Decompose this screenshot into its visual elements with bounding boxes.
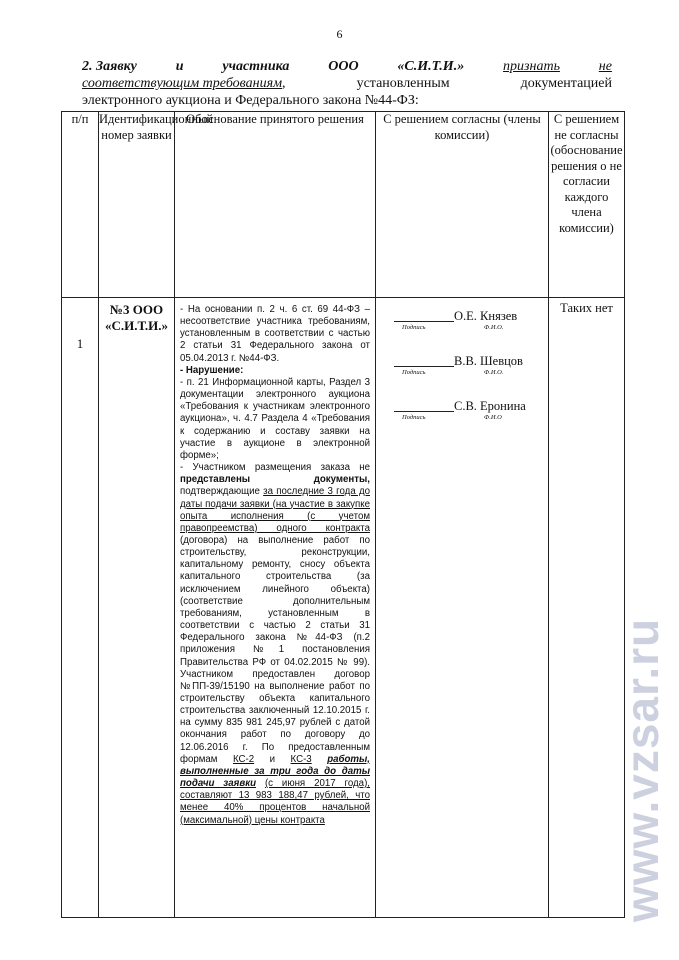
watermark-text: www.vzsar.ru bbox=[616, 617, 668, 923]
heading-word: ООО bbox=[328, 59, 359, 74]
decision-table bbox=[61, 111, 625, 918]
signature-line bbox=[394, 366, 454, 367]
reason-paragraph: - п. 21 Информационной карты, Раздел 3 документации электронного аукциона «Требования к участникам электронного аукциона», ч. 4.7 Раздела 4 «Требования к содержанию и составу заявки на участие в аукционе в электронной форме»; bbox=[180, 376, 370, 461]
heading-line-3: электронного аукциона и Федерального закона №44-ФЗ: bbox=[82, 93, 419, 108]
name-caption: Ф.И.О. bbox=[484, 369, 504, 376]
member-name: О.Е. Князев bbox=[454, 309, 518, 323]
heading-word: и bbox=[175, 59, 184, 74]
name-caption: Ф.И.О. bbox=[484, 324, 504, 331]
heading-word: документацией bbox=[520, 76, 612, 91]
header-num: п/п bbox=[62, 112, 99, 298]
page-number: 6 bbox=[336, 27, 343, 41]
reason-underlined: за последние 3 года до даты подачи заявки (на участие в закупке опыта исполнения (с учетом правопреемства) одного контракта bbox=[180, 486, 370, 534]
signature-line bbox=[394, 411, 454, 412]
reason-paragraph bbox=[180, 462, 370, 827]
header-app-id: Идентификационный номер заявки bbox=[99, 112, 175, 298]
heading-word: установленным bbox=[356, 76, 450, 91]
row-num: 1 bbox=[62, 298, 99, 918]
reason-bold: представлены документы, bbox=[180, 474, 370, 486]
member-name: В.В. Шевцов bbox=[454, 354, 523, 368]
table-row bbox=[62, 298, 625, 918]
name-caption: Ф.И.О bbox=[484, 414, 502, 421]
signature-block bbox=[376, 388, 548, 433]
signature-caption: Подпись bbox=[402, 324, 426, 331]
reason-text: подтверждающие bbox=[180, 486, 260, 498]
heading-underlined: соответствующим требованиям bbox=[82, 76, 283, 91]
heading-word: участника bbox=[222, 59, 290, 74]
member-name: С.В. Еронина bbox=[454, 399, 526, 413]
reason-paragraph: - На основании п. 2 ч. 6 ст. 69 44-ФЗ – несоответствие участника требованиям, установленным в соответствии с частью 2 статьи 31 Федерального закона от 05.04.2013 г. №44-ФЗ. bbox=[180, 304, 370, 364]
row-agree-members bbox=[376, 298, 549, 918]
signature-line bbox=[394, 321, 454, 322]
reason-underlined: КС-3 bbox=[290, 753, 312, 765]
signature-caption: Подпись bbox=[402, 414, 426, 421]
reason-underlined: КС-2 bbox=[232, 753, 255, 765]
signature-block bbox=[376, 298, 548, 343]
signature-block bbox=[376, 343, 548, 388]
heading-line-1 bbox=[82, 58, 612, 75]
reason-violation-label bbox=[180, 365, 370, 377]
header-disagree: С решением не согласны (обоснование решения о не согласии каждого члена комиссии) bbox=[549, 112, 625, 298]
reason-text: и bbox=[269, 753, 276, 765]
table-header-row bbox=[62, 112, 625, 298]
reason-underlined: (с июня 2017 года), составляют 13 983 188,47 рублей, что менее 40% процентов начальной (максимальной) цены контракта bbox=[180, 778, 370, 826]
header-agree: С решением согласны (члены комиссии) bbox=[376, 112, 549, 298]
row-disagree: Таких нет bbox=[549, 298, 625, 918]
reason-text: (договора) на выполнение работ по строительству, реконструкции, капитальному ремонту, сносу объекта капитального строительства (за исключением линейного объекта) (соответствие дополнительным требованиям, установленным в соответствии с частью 2 статьи 31 Федерального закона №44-ФЗ (п.2 приложения №1 постановления Правительства РФ от 04.02.2015 № 99). Участником предоставлен договор №ПП-39/15190 на выполнение работ по строительству объекта капитального строительства заключенный 12.10.2015 г. на сумму 835 981 245,97 рублей с датой окончания работ по договору до 12.06.2016 г. По предоставленным формам bbox=[180, 534, 370, 765]
heading-word: «С.И.Т.И.» bbox=[397, 59, 465, 74]
heading-word: не bbox=[598, 59, 612, 74]
section-heading bbox=[82, 58, 612, 109]
heading-word: признать bbox=[503, 59, 560, 74]
heading-line-2 bbox=[82, 75, 612, 92]
heading-word: 2. Заявку bbox=[82, 59, 137, 74]
reason-bold-underlined: работы, выполненные за три года до даты подачи заявки bbox=[180, 753, 371, 790]
row-app-id: №3 ООО «С.И.Т.И.» bbox=[99, 298, 175, 918]
reason-bold: - Нарушение: bbox=[180, 364, 244, 376]
reason-text: - Участником размещения заказа не bbox=[180, 462, 370, 474]
heading-requirements: соответствующим требованиям, bbox=[82, 76, 286, 91]
header-reason: Обоснование принятого решения bbox=[175, 112, 376, 298]
watermark bbox=[617, 595, 667, 945]
row-reason bbox=[175, 298, 376, 918]
signature-caption: Подпись bbox=[402, 369, 426, 376]
